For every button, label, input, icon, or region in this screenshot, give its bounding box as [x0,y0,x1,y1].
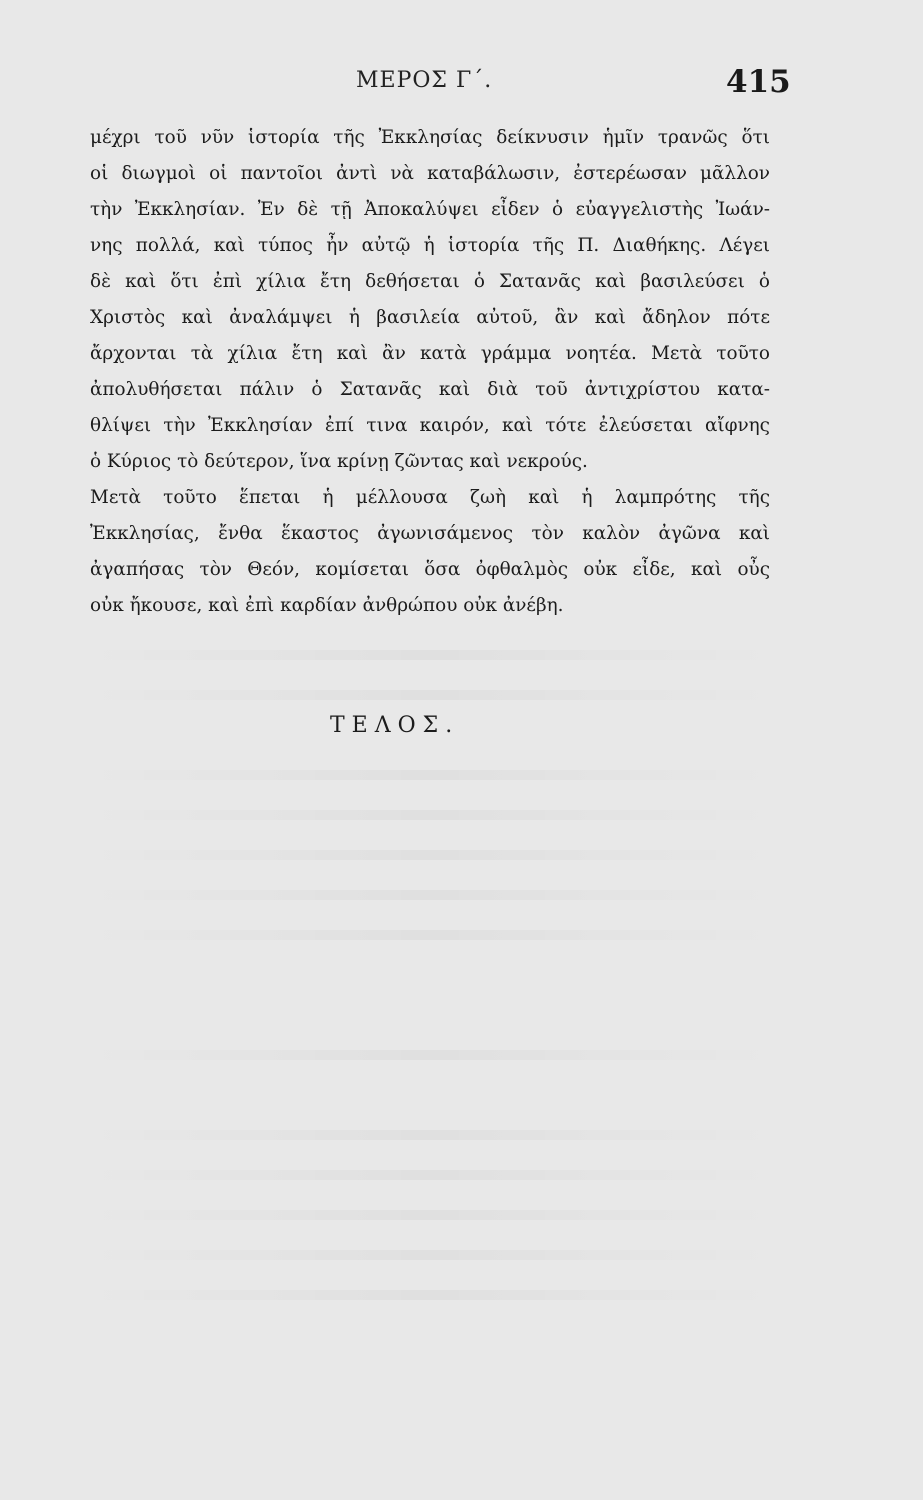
show-through [80,930,780,940]
paragraph [90,120,770,480]
show-through [80,1130,780,1140]
text-line: Μετὰ τοῦτο ἕπεται ἡ μέλλουσα ζωὴ καὶ ἡ λαμπρότης τῆς [90,487,770,508]
show-through [80,690,780,700]
text-line: ἀγαπήσας τὸν Θεόν, κομίσεται ὅσα ὀφθαλμὸς οὐκ εἶδε, καὶ οὖς [90,559,770,580]
show-through [80,1050,780,1060]
text-line: ὁ Κύριος τὸ δεύτερον, ἵνα κρίνῃ ζῶντας καὶ νεκρούς. [90,451,588,472]
end-mark: ΤΕΛΟΣ. [330,713,460,738]
paragraph [90,480,770,624]
show-through [80,770,780,780]
page-number: 415 [726,64,791,100]
text-line: οὐκ ἤκουσε, καὶ ἐπὶ καρδίαν ἀνθρώπου οὐκ ἀνέβη. [90,595,564,616]
show-through [80,850,780,860]
show-through [80,1210,780,1220]
show-through [80,650,780,660]
body-text [90,120,770,624]
show-through [80,1290,780,1300]
text-line: μέχρι τοῦ νῦν ἱστορία τῆς Ἐκκλησίας δείκνυσιν ἡμῖν τρανῶς ὅτι [90,127,770,148]
text-line: δὲ καὶ ὅτι ἐπὶ χίλια ἔτη δεθήσεται ὁ Σατανᾶς καὶ βασιλεύσει ὁ [90,271,770,292]
text-line: Ἐκκλησίας, ἔνθα ἕκαστος ἀγωνισάμενος τὸν καλὸν ἀγῶνα καὶ [90,523,770,544]
running-head: ΜΕΡΟΣ Γ΄. [356,68,493,93]
show-through [80,810,780,820]
text-line: νης πολλά, καὶ τύπος ἦν αὐτῷ ἡ ἱστορία τῆς Π. Διαθήκης. Λέγει [90,235,770,256]
show-through [80,1170,780,1180]
text-line: θλίψει τὴν Ἐκκλησίαν ἐπί τινα καιρόν, καὶ τότε ἐλεύσεται αἴφνης [90,415,770,436]
text-line: τὴν Ἐκκλησίαν. Ἐν δὲ τῇ Ἀποκαλύψει εἶδεν ὁ εὐαγγελιστὴς Ἰωάν- [90,199,770,220]
text-line: ἄρχονται τὰ χίλια ἔτη καὶ ἂν κατὰ γράμμα νοητέα. Μετὰ τοῦτο [90,343,770,364]
page-header [0,64,923,104]
text-line: οἱ διωγμοὶ οἱ παντοῖοι ἀντὶ νὰ καταβάλωσιν, ἐστερέωσαν μᾶλλον [90,163,770,184]
text-line: ἀπολυθήσεται πάλιν ὁ Σατανᾶς καὶ διὰ τοῦ ἀντιχρίστου κατα- [90,379,770,400]
text-line: Χριστὸς καὶ ἀναλάμψει ἡ βασιλεία αὐτοῦ, ἂν καὶ ἄδηλον πότε [90,307,770,328]
show-through [80,1250,780,1260]
show-through [80,890,780,900]
